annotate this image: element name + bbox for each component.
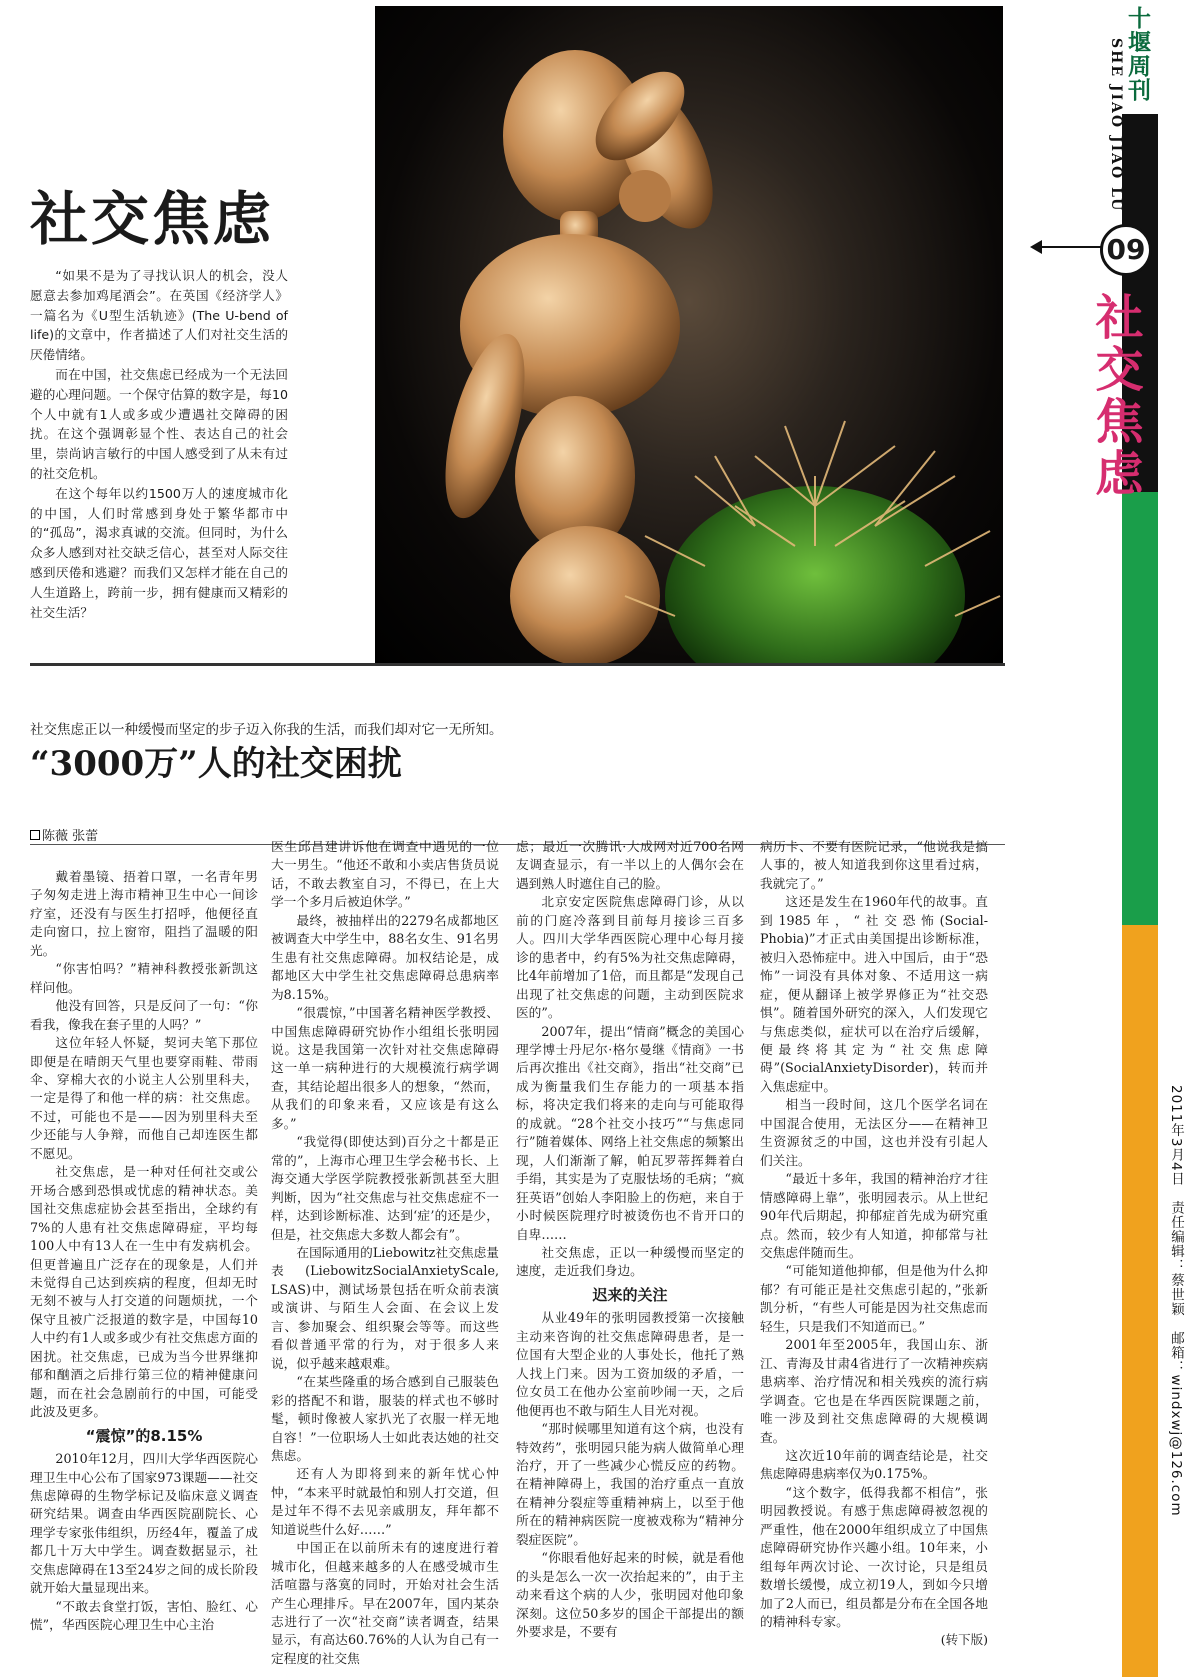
paragraph: “你眼看他好起来的时候，就是看他的头是怎么一次一次抬起来的”，由于主动来看这个病的人少，张明园对他印象深刻。这位50多岁的国企干部提出的额外要求是，不要有 xyxy=(516,1550,744,1640)
byline-text: 陈薇 张蕾 xyxy=(42,829,99,844)
section-title: 社交焦虑 xyxy=(1087,292,1143,500)
intro-paragraph: “如果不是为了寻找认识人的机会，没人愿意去参加鸡尾酒会”。在英国《经济学人》一篇名为《U型生活轨迹》(The U-bend of life)的文章中，作者描述了人们对社交生活的厌倦情绪。 xyxy=(30,268,288,363)
subheading: 迟来的关注 xyxy=(592,1285,668,1304)
byline-box-icon xyxy=(30,830,40,840)
issue-info: 2011年3月4日 责任编辑：蔡世颖 邮箱：windxwj@126.com xyxy=(1168,1085,1184,1517)
subheading: “震惊”的8.15% xyxy=(85,1426,203,1445)
article-lead: 社交焦虑正以一种缓慢而坚定的步子迈入你我的生活，而我们却对它一无所知。 xyxy=(30,722,503,738)
paragraph: “很震惊，”中国著名精神医学教授、中国焦虑障碍研究协作小组组长张明园说。这是我国第一次针对社交焦虑障碍这一单一病种进行的大规模流行病学调查，其结论超出很多人的想象，“然而，从我们的印象来看，又应该是有这么多。” xyxy=(271,1005,499,1131)
sidebar-orange-band xyxy=(1122,925,1158,1677)
paragraph: “不敢去食堂打饭，害怕、脸红、心慌”，华西医院心理卫生中心主治 xyxy=(30,1598,258,1633)
feature-intro xyxy=(30,266,288,622)
paragraph: 从业49年的张明园教授第一次接触主动来咨询的社交焦虑障碍患者，是一位国有大型企业的人事处长，他托了熟人找上门来。因为工资加级的矛盾，一位女员工在他办公室前吵闹一天，之后他便再也不敢与陌生人目光对视。 xyxy=(516,1310,744,1418)
paragraph: 他没有回答，只是反问了一句：“你看我，像我在套子里的人吗？” xyxy=(30,998,258,1032)
paragraph: “这个数字，低得我都不相信”，张明园教授说。有感于焦虑障碍被忽视的严重性，他在2000年组织成立了中国焦虑障碍研究协作兴趣小组。10年来，小组每年两次讨论、一次讨论，只是组员数增长缓慢，成立初19人，到如今只增加了2人而已，组员都是分布在全国各地的精神科专家。 xyxy=(760,1484,988,1630)
sidebar-green-band xyxy=(1122,492,1158,925)
paragraph: 2010年12月，四川大学华西医院心理卫生中心公布了国家973课题——社交焦虑障碍的生物学标记及临床意义调查研究结果。调查由华西医院副院长、心理学专家张伟组织，历经4年，覆盖了成都几十万大中学生。调查数据显示，社交焦虑障碍在13至24岁之间的成长阶段就开始大量显现出来。 xyxy=(30,1451,258,1596)
brand-name: 十堰周刊 xyxy=(1124,6,1151,102)
section-divider xyxy=(30,663,1005,666)
article-column-3 xyxy=(516,838,744,1641)
paragraph: 在国际通用的Liebowitz社交焦虑量表(LiebowitzSocialAnxietyScale, LSAS)中，测试场景包括在听众前表演或演讲、与陌生人会面、在会议上发言、参加聚会、组织聚会等等。而这些看似普通平常的行为，对于很多人来说，似乎越来越艰难。 xyxy=(271,1244,499,1371)
paragraph: 这位年轻人怀疑，契诃夫笔下那位即便是在晴朗天气里也要穿雨鞋、带雨伞、穿棉大衣的小说主人公别里科夫，一定是得了和他一样的病：社交焦虑。不过，可能也不是——因为别里科夫至少还能与人争辩，而他自己却连医生都不愿见。 xyxy=(30,1035,258,1161)
section-pinyin: SHE JIAO JIAO LU xyxy=(1108,38,1124,213)
wooden-mannequin-cactus-image xyxy=(375,6,1003,663)
paragraph: 北京安定医院焦虑障碍门诊，从以前的门庭冷落到目前每月接诊三百多人。四川大学华西医院心理中心每月接诊的患者中，约有5%为社交焦虑障碍，比4年前增加了1倍，而且都是“发现自己出现了社交焦虑的问题，主动到医院求医的”。 xyxy=(516,894,744,1021)
feature-photo xyxy=(375,6,1003,663)
paragraph: “在某些隆重的场合感到自己服装色彩的搭配不和谐，服装的样式也不够时髦，顿时像被人家扒光了衣服一样无地自容！”一位职场人士如此表达她的社交焦虑。 xyxy=(271,1374,499,1463)
paragraph: 这还是发生在1960年代的故事。直到1985年，“社交恐怖(Social-Phobia)”才正式由美国提出诊断标准，被归入恐怖症中。进入中国后，由于“恐怖”一词没有具体对象、不适用这一病症，便从翻译上被学界修正为“社交恐惧”。随着国外研究的深入，人们发现它与焦虑类似，症状可以在治疗后缓解，便最终将其定为“社交焦虑障碍”(SocialAnxietyDisorder)，转而并入焦虑症中。 xyxy=(760,894,988,1094)
article-headline: “3000万”人的社交困扰 xyxy=(30,744,402,784)
paragraph: 社交焦虑，是一种对任何社交或公开场合感到恐惧或忧虑的精神状态。美国社交焦虑症协会甚至指出，全球约有7%的人患有社交焦虑障碍症，平均每100人中有13人在一生中有发病机会。但更普遍且广泛存在的现象是，人们并未觉得自己达到疾病的程度，但却无时无刻不被与人打交道的问题烦扰，一个保守且被广泛报道的数字是，中国每10人中约有1人或多或少有社交焦虑方面的困扰。社交焦虑，已成为当今世界继抑郁和酗酒之后排行第三位的精神健康问题，而在社会急剧前行的中国，可能受此波及更多。 xyxy=(30,1164,258,1420)
paragraph: 这次近10年前的调查结论是，社交焦虑障碍患病率仅为0.175%。 xyxy=(760,1447,988,1482)
continued-note: (转下版) xyxy=(940,1632,988,1648)
byline xyxy=(30,825,98,844)
paragraph: 2001年至2005年，我国山东、浙江、青海及甘肃4省进行了一次精神疾病患病率、治疗情况和相关残疾的流行病学调查。它也是在华西医院课题之前，唯一涉及到社交焦虑障碍的大规模调查。 xyxy=(760,1337,988,1445)
paragraph: “我觉得(即使达到)百分之十都是正常的”，上海市心理卫生学会秘书长、上海交通大学医学院教授张新凯甚至大胆判断，因为“社交焦虑与社交焦虑症不一样，达到诊断标准、达到‘症’的还是少，但是，社交焦虑大多数人都会有”。 xyxy=(271,1134,499,1242)
paragraph: 最终，被抽样出的2279名成都地区被调查大中学生中，88名女生、91名男生患有社交焦虑障碍。加权结论是，成都地区大中学生社交焦虑障碍总患病率为8.15%。 xyxy=(271,912,499,1002)
article-column-2 xyxy=(271,838,499,1668)
intro-paragraph: 在这个每年以约1500万人的速度城市化的中国，人们时常感到身处于繁华都市中的“孤岛”，渴求真诚的交流。但同时，为什么众多人感到对社交缺乏信心，甚至对人际交往感到厌倦和逃避？而我们又怎样才能在自己的人生道路上，跨前一步，拥有健康而又精彩的社交生活？ xyxy=(30,485,288,620)
intro-paragraph: 而在中国，社交焦虑已经成为一个无法回避的心理问题。一个保守估算的数字是，每10个人中就有1人或多或少遭遇社交障碍的困扰。在这个强调彰显个性、表达自己的社会里，崇尚讷言敏行的中国人感受到了从未有过的社交危机。 xyxy=(30,366,288,481)
paragraph: 虑；最近一次腾讯·大成网对近700名网友调查显示，有一半以上的人偶尔会在遇到熟人时遮住自己的脸。 xyxy=(516,839,744,891)
paragraph: 医生邱昌建讲诉他在调查中遇见的一位大一男生。“他还不敢和小卖店售货员说话，不敢去教室自习，不得已，在上大学一个多月后被迫休学。” xyxy=(271,839,499,910)
paragraph: “你害怕吗？”精神科教授张新凯这样问他。 xyxy=(30,961,258,995)
paragraph: “可能知道他抑郁，但是他为什么抑郁？有可能正是社交焦虑引起的，”张新凯分析，“有些人可能是因为社交焦虑而轻生，只是我们不知道而已。” xyxy=(760,1263,988,1334)
paragraph: 社交焦虑，正以一种缓慢而坚定的速度，走近我们身边。 xyxy=(516,1244,744,1279)
paragraph: “那时候哪里知道有这个病，也没有特效药”，张明园只能为病人做简单心理治疗，开了一些减少心慌反应的药物。在精神障碍上，我国的治疗重点一直放在精神分裂症等重精神病上，以至于他所在的精神病医院一度被戏称为“精神分裂症医院”。 xyxy=(516,1421,744,1547)
paragraph: 病历卡、不要有医院记录，“他说我是搞人事的，被人知道我到你这里看过病，我就完了。” xyxy=(760,839,988,891)
arrow-left-icon xyxy=(1040,246,1102,248)
paragraph: “最近十多年，我国的精神治疗才往情感障碍上靠”，张明园表示。从上世纪90年代后期起，抑郁症首先成为研究重点。然而，较少有人知道，抑郁常与社交焦虑伴随而生。 xyxy=(760,1171,988,1260)
paragraph: 2007年，提出“情商”概念的美国心理学博士丹尼尔·格尔曼继《情商》一书后再次推出《社交商》，指出“社交商”已成为衡量我们生存能力的一项基本指标，将决定我们将来的走向与可能取得的成就。“28个社交小技巧”“与焦虑同行”随着媒体、网络上社交焦虑的频繁出现，人们渐渐了解，帕瓦罗蒂挥舞着白手绢，其实是为了克服怯场的毛病；“疯狂英语”创始人李阳脸上的伤疤，来自于小时候医院理疗时被烫伤也不肯开口的自卑…… xyxy=(516,1023,744,1242)
page-number: 09 xyxy=(1100,224,1152,276)
article-column-1 xyxy=(30,868,258,1635)
paragraph: 戴着墨镜、捂着口罩，一名青年男子匆匆走进上海市精神卫生中心一间诊疗室，还没有与医生打招呼，他便径直走向窗口，拉上窗帘，阻挡了温暖的阳光。 xyxy=(30,869,258,958)
paragraph: 中国正在以前所未有的速度进行着城市化，但越来越多的人在感受城市生活喧嚣与落寞的同时，开始对社会生活产生心理排斥。早在2007年，国内某杂志进行了一次“社交商”读者调查，结果显示，有高达60.76%的人认为自己有一定程度的社交焦 xyxy=(271,1540,499,1666)
feature-title: 社交焦虑 xyxy=(30,185,275,253)
paragraph: 相当一段时间，这几个医学名词在中国混合使用，无法区分——在精神卫生资源贫乏的中国，这也并没有引起人们关注。 xyxy=(760,1097,988,1168)
paragraph: 还有人为即将到来的新年忧心忡忡，“本来平时就最怕和别人打交道，但是过年不得不去见亲戚朋友，拜年都不知道说些什么好……” xyxy=(271,1466,499,1537)
article-column-4 xyxy=(760,838,988,1650)
